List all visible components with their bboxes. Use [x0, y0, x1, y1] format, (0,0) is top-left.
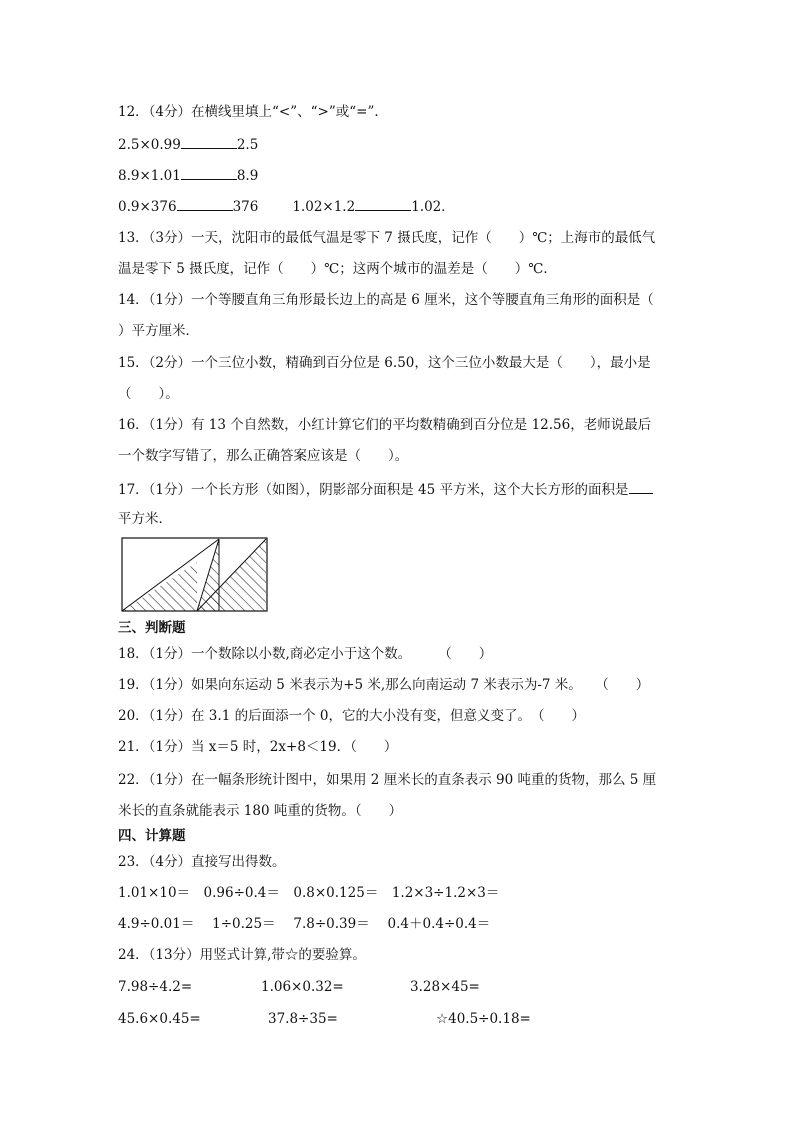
rectangle-figure — [121, 537, 269, 613]
q15-line1: 15．（2分）一个三位小数，精确到百分位是 6.50，这个三位小数最大是（ ），最小是 — [118, 355, 651, 371]
q12-r2-left: 8.9×1.01 — [118, 168, 181, 184]
q24-item-c: 3.28×45= — [410, 979, 480, 995]
q12-row2 — [118, 165, 258, 185]
q24-item-d: 45.6×0.45= — [118, 1011, 201, 1027]
q24-item-a: 7.98÷4.2= — [118, 979, 193, 995]
q12-stem: 12．（4分）在横线里填上“<”、“>”或“=”． — [118, 104, 388, 120]
section-heading-calculation: 四、计算题 — [118, 828, 186, 844]
q20: 20．（1分）在 3.1 的后面添一个 0，它的大小没有变，但意义变了。 （ ） — [118, 708, 585, 724]
q21: 21．（1分）当 x＝5 时，2x+8＜19．（ ） — [118, 739, 398, 755]
q12-r1-right: 2.5 — [236, 137, 259, 153]
q17-line2: 平方米． — [118, 511, 172, 527]
q24-item-b: 1.06×0.32= — [261, 979, 344, 995]
q23-row2: 4.9÷0.01＝ 1÷0.25＝ 7.8÷0.39＝ 0.4＋0.4÷0.4＝ — [118, 916, 491, 932]
q17-line1 — [118, 479, 653, 499]
q17-text: 17．（1分）一个长方形（如图），阴影部分面积是 45 平方米，这个大长方形的面积是 — [118, 482, 629, 498]
q12-r1-left: 2.5×0.99 — [118, 137, 181, 153]
q19: 19．（1分）如果向东运动 5 米表示为+5 米,那么向南运动 7 米表示为-7 米。 （ ） — [118, 677, 650, 693]
q23-stem: 23．（4分）直接写出得数。 — [118, 854, 286, 870]
shaded-triangle-left — [122, 562, 197, 611]
q12-r2-right: 8.9 — [236, 168, 259, 184]
q12-row1 — [118, 134, 258, 154]
q14-line1: 14．（1分）一个等腰直角三角形最长边上的高是 6 厘米，这个等腰直角三角形的面积是（ — [118, 292, 654, 308]
q22-line1: 22．（1分）在一幅条形统计图中，如果用 2 厘米长的直条表示 90 吨重的货物，那么 5 厘 — [118, 772, 657, 788]
q16-line2: 一个数字写错了，那么正确答案应该是（ ）。 — [118, 448, 409, 464]
answer-blank[interactable] — [181, 165, 237, 180]
q13-line2: 温是零下 5 摄氏度，记作（ ）℃；这两个城市的温差是（ ）℃． — [118, 261, 557, 277]
q13-line1: 13．（3分）一天，沈阳市的最低气温是零下 7 摄氏度，记作（ ）℃；上海市的最低气 — [118, 230, 656, 246]
q16-line1: 16．（1分）有 13 个自然数，小红计算它们的平均数精确到百分位是 12.56，老师说最后 — [118, 417, 652, 433]
q14-line2: ）平方厘米． — [118, 323, 199, 339]
q12-r3-left2: 1.02×1.2 — [292, 199, 356, 215]
q12-r3-mid: 376 — [232, 199, 259, 215]
q23-row1: 1.01×10＝ 0.96÷0.4＝ 0.8×0.125＝ 1.2×3÷1.2×3＝ — [118, 885, 500, 901]
q18: 18．（1分）一个数除以小数,商必定小于这个数。 （ ） — [118, 646, 493, 662]
q12-row3 — [118, 196, 455, 216]
answer-blank[interactable] — [629, 479, 653, 494]
q24-item-f: ☆40.5÷0.18= — [436, 1011, 531, 1027]
q24-item-e: 37.8÷35= — [268, 1011, 338, 1027]
section-heading-judgement: 三、判断题 — [118, 620, 186, 636]
answer-blank[interactable] — [355, 196, 411, 211]
q22-line2: 米长的直条就能表示 180 吨重的货物。（ ） — [118, 803, 403, 819]
q12-r3-left: 0.9×376 — [118, 199, 177, 215]
answer-blank[interactable] — [181, 134, 237, 149]
q15-line2: （ ）。 — [118, 386, 179, 402]
q24-stem: 24．（13分）用竖式计算,带☆的要验算。 — [118, 947, 366, 963]
answer-blank[interactable] — [177, 196, 233, 211]
q12-r3-right: 1.02． — [411, 199, 455, 215]
